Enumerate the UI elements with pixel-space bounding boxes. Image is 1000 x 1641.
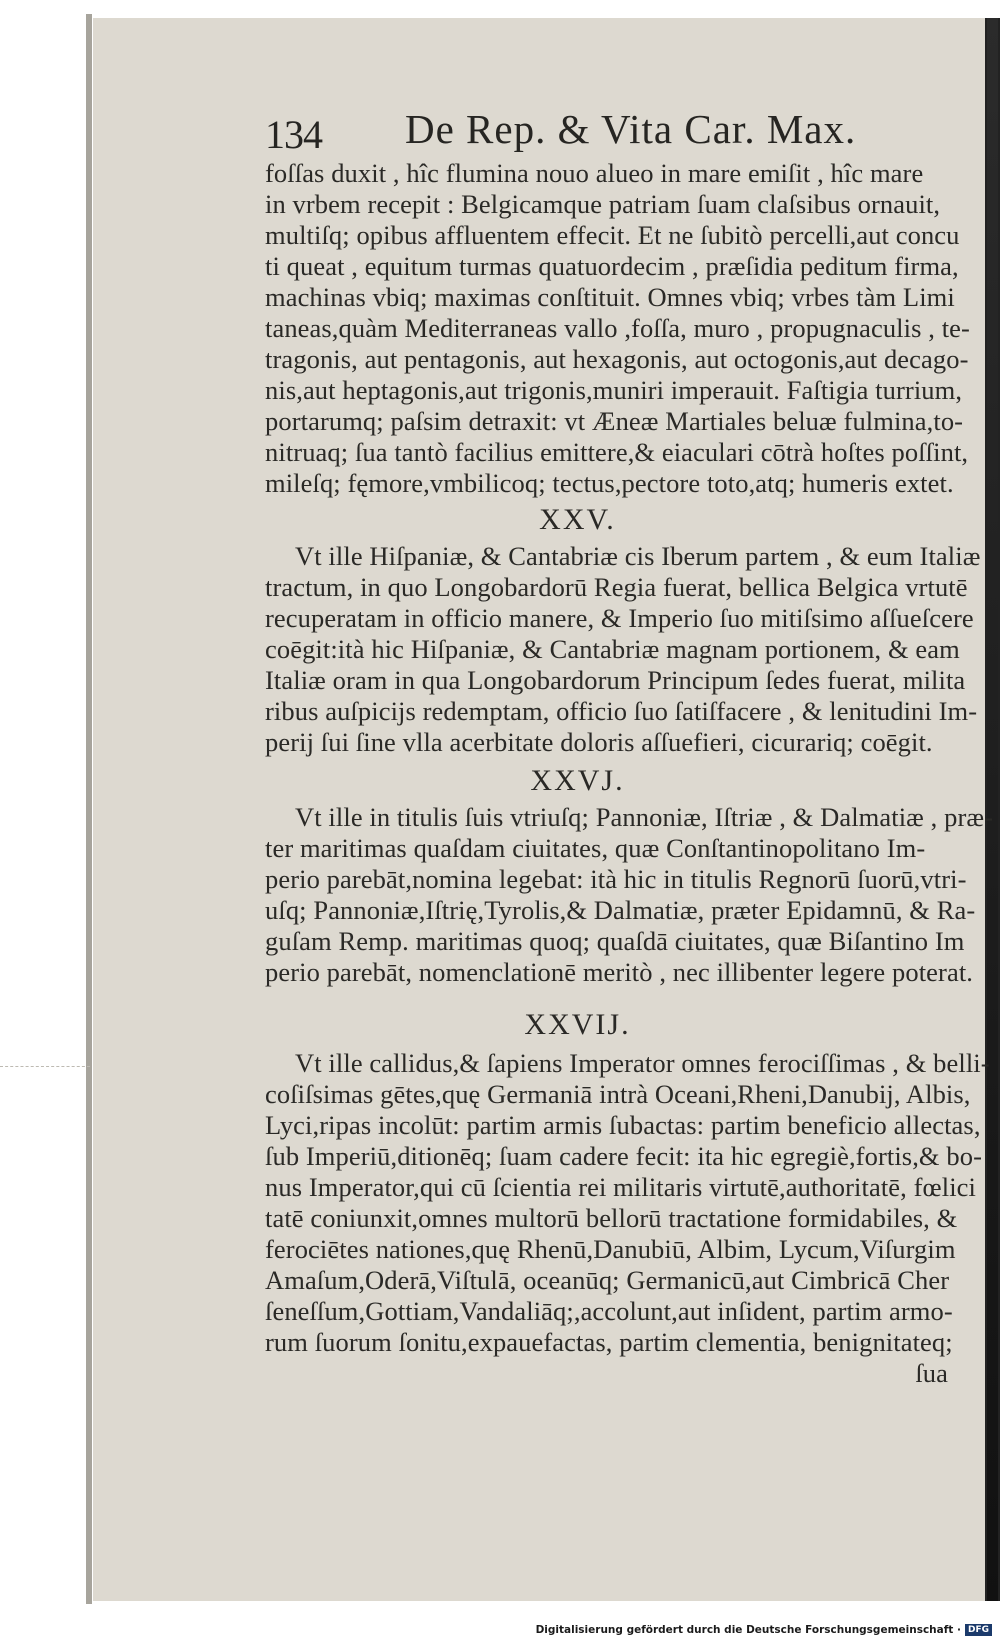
text-line: coēgit:ità hic Hiſpaniæ, & Cantabriæ magnam portionem, & eam (265, 634, 960, 664)
text-line: ſeneſſum,Gottiam,Vandaliāq;,accolunt,aut inſident, partim armo- (265, 1296, 953, 1326)
text-line: Lyci,ripas incolūt: partim armis ſubactas: partim beneficio allectas, (265, 1110, 981, 1140)
section-heading: XXV. (539, 503, 616, 536)
page-number: 134 (265, 112, 322, 157)
text-line: ferociētes nationes,quę Rhenū,Danubiū, Albim, Lycum,Viſurgim (265, 1234, 956, 1264)
text-line: nis,aut heptagonis,aut trigonis,muniri imperauit. Faſtigia turrium, (265, 375, 963, 405)
text-line: Amaſum,Oderā,Viſtulā, oceanūq; Germanicū,aut Cimbricā Cher (265, 1265, 950, 1295)
text-line: mileſq; fęmore,vmbilicoq; tectus,pectore toto,atq; humeris extet. (265, 468, 954, 498)
text-line: ribus auſpicijs redemptam, officio ſuo ſatiſfacere , & lenitudini Im- (265, 696, 978, 726)
page-gutter-shadow (86, 14, 92, 1604)
text-line: foſſas duxit , hîc flumina nouo alueo in mare emiſit , hîc mare (265, 158, 924, 188)
text-line: Vt ille Hiſpaniæ, & Cantabriæ cis Iberum partem , & eum Italiæ (295, 541, 981, 571)
catchword: ſua (915, 1358, 948, 1388)
footer-credit: Digitalisierung gefördert durch die Deutsche Forschungsgemeinschaft · (535, 1624, 961, 1636)
text-line: coſiſsimas gētes,quę Germaniā intrà Oceani,Rheni,Danubij, Albis, (265, 1079, 971, 1109)
section-heading: XXVIJ. (524, 1008, 631, 1041)
text-line: taneas,quàm Mediterraneas vallo ,foſſa, muro , propugnaculis , te- (265, 313, 970, 343)
text-line: multiſq; opibus affluentem effecit. Et ne ſubitò percelli,aut concu (265, 220, 960, 250)
text-line: portarumq; paſsim detraxit: vt Æneæ Martiales beluæ fulmina,to- (265, 406, 964, 436)
dfg-logo: DFG (965, 1624, 992, 1636)
section-heading: XXVJ. (530, 764, 625, 797)
text-line: tragonis, aut pentagonis, aut hexagonis, aut octogonis,aut decago- (265, 344, 969, 374)
text-line: perio parebāt,nomina legebat: ità hic in titulis Regnorū ſuorū,vtri- (265, 864, 967, 894)
text-line: ter maritimas quaſdam ciuitates, quæ Conſtantinopolitano Im- (265, 833, 926, 863)
main-text (265, 158, 1000, 1389)
text-line: Vt ille callidus,& ſapiens Imperator omnes ferociſſimas , & belli- (295, 1048, 990, 1078)
text-line: ſub Imperiū,ditionēq; ſuam cadere fecit: ita hic egregiè,fortis,& bo- (265, 1141, 982, 1171)
text-line: rum ſuorum ſonitu,expauefactas, partim clementia, benignitateq; (265, 1327, 953, 1357)
running-head: De Rep. & Vita Car. Max. (405, 106, 857, 152)
text-line: perij ſui ſine vlla acerbitate doloris aſſuefieri, cicurariq; coēgit. (265, 727, 933, 757)
text-line: nus Imperator,qui cū ſcientia rei militaris virtutē,authoritatē, fœlici (265, 1172, 977, 1202)
text-line: recuperatam in officio manere, & Imperio ſuo mitiſsimo aſſueſcere (265, 603, 974, 633)
text-line: in vrbem recepit : Belgicamque patriam ſuam claſsibus ornauit, (265, 189, 941, 219)
text-line: nitruaq; ſua tantò facilius emittere,& eiaculari cōtrà hoſtes poſſint, (265, 437, 969, 467)
scan-margin-marks (0, 1066, 90, 1071)
text-line: machinas vbiq; maximas conſtituit. Omnes vbiq; vrbes tàm Limi (265, 282, 955, 312)
text-line: uſq; Pannoniæ,Iſtrię,Tyrolis,& Dalmatiæ, præter Epidamnū, & Ra- (265, 895, 976, 925)
text-line: ti queat , equitum turmas quatuordecim , præſidia peditum firma, (265, 251, 959, 281)
text-line: guſam Remp. maritimas quoq; quaſdā ciuitates, quæ Biſantino Im (265, 926, 965, 956)
text-line: tractum, in quo Longobardorū Regia fuerat, bellica Belgica vrtutē (265, 572, 968, 602)
page-header (265, 105, 965, 157)
text-line: Vt ille in titulis ſuis vtriuſq; Pannoniæ, Iſtriæ , & Dalmatiæ , præ- (295, 802, 994, 832)
text-line: perio parebāt, nomenclationē meritò , nec illibenter legere poterat. (265, 957, 974, 987)
text-line: Italiæ oram in qua Longobardorum Principum ſedes fuerat, milita (265, 665, 966, 695)
text-line: tatē coniunxit,omnes multorū bellorū tractatione formidabiles, & (265, 1203, 958, 1233)
digitization-footer (536, 1621, 992, 1639)
